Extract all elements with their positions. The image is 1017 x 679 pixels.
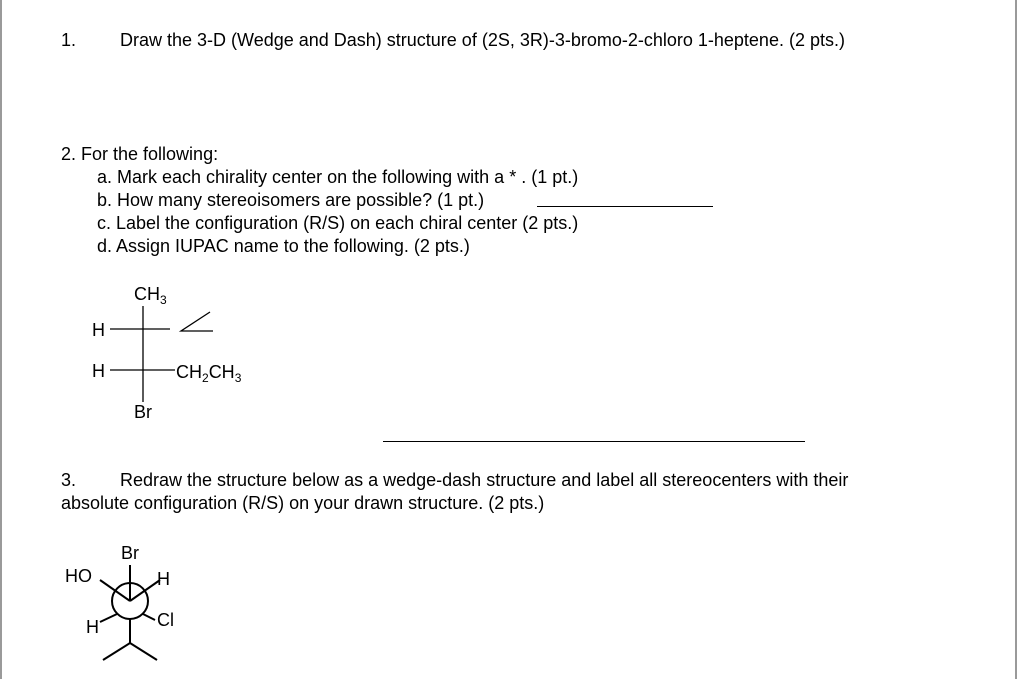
q3-line2: absolute configuration (R/S) on your drawn structure. (2 pts.) (61, 493, 545, 513)
newman-front-right-label: H (157, 569, 170, 589)
q3-line1: Redraw the structure below as a wedge-dash structure and label all stereocenters with their (120, 470, 849, 490)
q2-part-c: c. Label the configuration (R/S) on each chiral center (2 pts.) (97, 213, 579, 233)
newman-chain-left (103, 643, 130, 660)
newman-back-bond-right (143, 614, 155, 620)
q2-part-b: b. How many stereoisomers are possible? (1 pt.) (97, 190, 485, 210)
fischer-bottom-label: Br (134, 402, 152, 422)
newman-top-label: Br (121, 543, 139, 563)
fischer-top-label: $CH_3$ (134, 284, 167, 307)
fischer-lower-left-label: H (92, 361, 105, 381)
fischer-upper-left-label: H (92, 320, 105, 340)
newman-back-right-label: Cl (157, 610, 174, 630)
q1-text: Draw the 3-D (Wedge and Dash) structure of (2S, 3R)-3-bromo-2-chloro 1-heptene. (2 pts.) (120, 30, 845, 50)
newman-front-left-label: HO (65, 566, 92, 586)
q2-heading: 2. For the following: (61, 144, 219, 164)
fischer-right-label: $CH_2CH_3$ (176, 362, 242, 385)
newman-chain-right (130, 643, 157, 660)
q1-number: 1. (61, 30, 77, 50)
newman-back-bond-left (100, 614, 117, 622)
q2-part-a: a. Mark each chirality center on the following with a * . (1 pt.) (97, 167, 579, 187)
q2-part-d: d. Assign IUPAC name to the following. (2 pts.) (97, 236, 470, 256)
newman-back-left-label: H (86, 617, 99, 637)
q3-number: 3. (61, 470, 77, 490)
